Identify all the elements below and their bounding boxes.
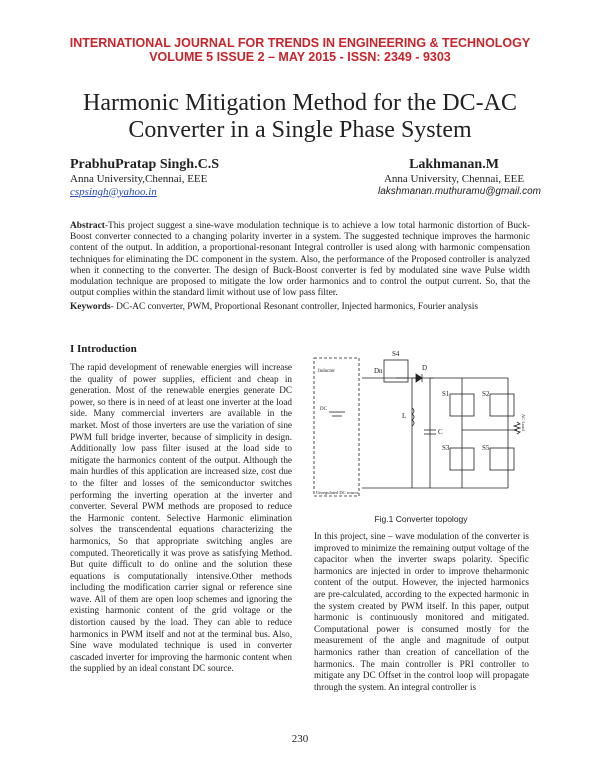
abstract-text: -This project suggest a sine-wave modulation technique is to achieve a low total harmonic distortion of Buck-Boost converter connected to a changing polarity inverter in a system. The suggested technique improves the harmonic content of the output. In addition, a proportional-resonant Integral controller is used along with harmonic compensation techniques for eliminating the DC component in the system. Also, the performance of the Proposed controller is analyzed when it connecting to the converter. The design of Buck-Boost converter is fed by modulated sine wave Pulse width modulation technique are proposed to mitigate the low order harmonics and to control the output current. So, that the output complies within the standard limit without use of low pass filter. — [70, 221, 530, 299]
keywords-label: Keywords — [70, 302, 111, 312]
s4-label: S4 — [392, 350, 400, 358]
keywords — [70, 302, 530, 313]
journal-title: INTERNATIONAL JOURNAL FOR TRENDS IN ENGINEERING & TECHNOLOGY — [69, 36, 531, 50]
load-label: AC Load — [521, 414, 526, 431]
d-label: D — [422, 364, 428, 372]
journal-header — [0, 36, 600, 64]
s2-label: S2 — [482, 390, 490, 398]
dc-label: DC — [320, 407, 327, 412]
abstract — [70, 221, 530, 299]
dn-label: Dn — [374, 367, 383, 375]
paper-title — [40, 90, 560, 144]
author-email: lakshmanan.muthuramu@gmail.com — [378, 185, 541, 197]
source-label: Unregulated DC source — [316, 490, 359, 495]
input-label: Inductor — [318, 369, 335, 374]
journal-issue: VOLUME 5 ISSUE 2 – MAY 2015 - ISSN: 2349 - 9303 — [149, 50, 451, 64]
author-affiliation: Anna University,Chennai, EEE — [70, 173, 208, 185]
abstract-label: Abstract — [70, 221, 105, 231]
author-affiliation: Anna University, Chennai, EEE — [383, 173, 525, 185]
l-label: L — [402, 412, 407, 420]
author-name: Lakhmanan.M — [409, 157, 499, 172]
page-number: 230 — [291, 733, 309, 745]
author-right — [378, 156, 541, 198]
s5-label: S5 — [482, 444, 490, 452]
section-heading: I Introduction — [70, 343, 137, 355]
converter-topology-figure — [312, 350, 530, 507]
author-email[interactable]: cspsingh@yahoo.in — [70, 185, 157, 198]
keywords-text: - DC-AC converter, PWM, Proportional Resonant controller, Injected harmonics, Fourier analysis — [110, 302, 479, 312]
author-left — [70, 156, 219, 198]
s3-label: S3 — [442, 444, 450, 452]
author-name: PrabhuPratap Singh.C.S — [70, 157, 219, 172]
s1-label: S1 — [442, 390, 450, 398]
figure-caption: Fig.1 Converter topology — [374, 514, 468, 524]
intro-left-column: The rapid development of renewable energies will increase the quality of power supplies, efficient and cheap in generation. Most of the renewable energies generate DC power, so there is in need of at least one inverter at the load side. Many commercial inverters are available in the market. Most of those inverters are use the variation of sine PWM full bridge inverter, because of simplicity in design. Additionally low pass filter isused at the load side to mitigate the harmonics content of the output. Although the main hurdles of this application are increased size, cost due to the filter and losses of the semiconductor switches performing the inverting operation at the inverter and converter. Several PWM methods are proposed to reduce the Harmonic content. Selective Harmonic elimination solves the transcendental equations characterizing the harmonics, So that appropriate switching angles are computed. Theoretically it was prove as satisfying Method. But quite difficult to do online and the solution these equations is computationally intensive.Other methods including the modification carrier signal or reference sine wave. All of them are open loop schemes and ignoring the existing harmonic content of the grid voltage or the distortion caused by the load. They can able to reduce harmonics in PWM itself and not at the terminal bus. Also, Sine wave modulated technique is used in converter cascaded inverter for improving the harmonic content when the supplied by an ideal constant DC source. — [70, 362, 292, 674]
c-label: C — [438, 428, 443, 436]
title-line-1: Harmonic Mitigation Method for the DC-AC — [83, 90, 517, 116]
intro-right-column: In this project, sine – wave modulation of the converter is improved to minimize the remaining output voltage of the capacitor when the inverter swaps polarity. Specific harmonics are injected in order to improve theharmonic content of the output. However, the injected harmonics are pre-calculated, according to the expected harmonic in the system created by PWM itself. In this paper, output harmonic is continuously monitored and mitigated. Computational power is consumed mostly for the measurement of the angle and magnitude of output harmonics rather than creation of cancellation of the harmonics. The main controller is PRI controller to mitigate any DC Offset in the control loop will propagate through the system. An integral controller is — [314, 531, 529, 692]
title-line-2: Converter in a Single Phase System — [128, 117, 472, 143]
